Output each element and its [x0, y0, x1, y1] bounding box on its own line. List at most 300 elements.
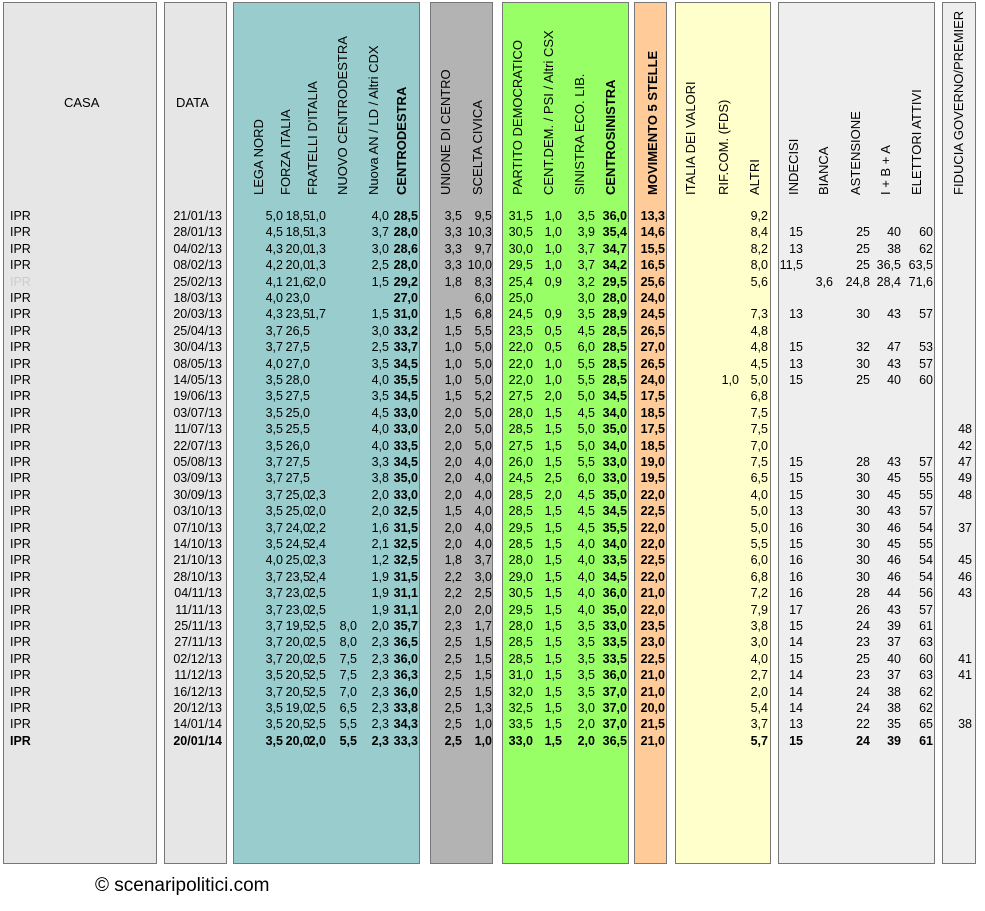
- table-cell: 23: [856, 635, 870, 650]
- table-cell: 20,0: [285, 635, 310, 650]
- table-cell: 43: [887, 602, 901, 617]
- table-cell: 3,5: [371, 356, 389, 371]
- table-cell: 28,6: [393, 241, 418, 256]
- table-cell: 28,5: [393, 209, 418, 223]
- table-cell: 6,0: [474, 291, 492, 305]
- table-cell: 5,5: [577, 373, 595, 387]
- table-cell: 1,8: [444, 553, 462, 568]
- table-cell: IPR: [10, 569, 31, 584]
- table-cell: 3,0: [474, 569, 492, 584]
- table-cell: 2,0: [444, 520, 462, 535]
- table-cell: 25,0: [285, 553, 310, 568]
- table-cell: 14: [789, 635, 803, 650]
- table-cell: 37,0: [602, 717, 627, 732]
- table-cell: 1,0: [444, 340, 462, 355]
- table-cell: 27,0: [285, 356, 310, 371]
- table-cell: 36,5: [602, 733, 627, 748]
- table-cell: 14/05/13: [173, 373, 222, 387]
- table-cell: 60: [919, 373, 933, 387]
- table-cell: 28,5: [508, 504, 533, 519]
- table-cell: 24: [856, 733, 870, 748]
- table-cell: 57: [919, 504, 933, 519]
- table-cell: 57: [919, 307, 933, 322]
- table-cell: 43: [887, 307, 901, 322]
- table-cell: 1,5: [544, 602, 562, 617]
- table-cell: 42: [958, 438, 972, 453]
- table-cell: 2,5: [444, 717, 462, 732]
- table-cell: 1,5: [474, 635, 492, 650]
- table-cell: 15: [789, 340, 803, 355]
- table-cell: 27,5: [508, 389, 533, 404]
- table-cell: 18,5: [285, 225, 310, 240]
- table-cell: 35,0: [393, 471, 418, 486]
- table-cell: 2,5: [308, 619, 326, 633]
- table-cell: 37,0: [602, 684, 627, 699]
- table-cell: IPR: [10, 553, 31, 568]
- table-cell: 21/10/13: [173, 553, 222, 568]
- table-cell: 18,5: [640, 405, 665, 420]
- column-header-label: CENTROSINISTRA: [603, 79, 618, 195]
- table-cell: 25,0: [285, 487, 310, 502]
- table-cell: 24,8: [845, 274, 870, 289]
- table-cell: 03/10/13: [173, 504, 222, 519]
- table-cell: IPR: [10, 668, 31, 683]
- table-cell: 20,0: [640, 701, 665, 715]
- table-cell: 3,7: [577, 258, 595, 273]
- table-cell: 28: [856, 586, 870, 601]
- column-header-label: Nuova AN / LD / Altri CDX: [366, 45, 381, 195]
- table-cell: 30: [856, 537, 870, 551]
- table-cell: 5,2: [474, 389, 492, 404]
- table-cell: 28,5: [602, 356, 627, 371]
- table-cell: 6,0: [577, 471, 595, 486]
- table-cell: 04/02/13: [173, 241, 222, 256]
- table-cell: 24,5: [508, 471, 533, 486]
- table-cell: 3,0: [371, 241, 389, 256]
- table-cell: 35,4: [602, 225, 627, 240]
- table-cell: 24,5: [640, 307, 665, 322]
- table-cell: 5,7: [750, 733, 768, 748]
- table-cell: 23,0: [285, 291, 310, 305]
- table-cell: 03/07/13: [173, 405, 222, 420]
- table-cell: 7,5: [339, 651, 357, 666]
- table-cell: 34,3: [393, 717, 418, 732]
- table-cell: 2,0: [371, 619, 389, 633]
- table-cell: 3,7: [577, 241, 595, 256]
- table-cell: 1,5: [371, 307, 389, 322]
- table-cell: 53: [919, 340, 933, 355]
- table-cell: 26,5: [640, 323, 665, 338]
- table-cell: 30: [856, 553, 870, 568]
- table-cell: 07/10/13: [173, 520, 222, 535]
- table-cell: 13: [789, 241, 803, 256]
- table-cell: 3,3: [444, 241, 462, 256]
- table-cell: 14: [789, 668, 803, 683]
- table-cell: 2,0: [444, 422, 462, 437]
- table-cell: 15: [789, 471, 803, 486]
- table-cell: IPR: [10, 291, 31, 305]
- table-cell: 1,5: [544, 733, 562, 748]
- table-cell: 33,0: [602, 619, 627, 633]
- table-cell: 5,5: [577, 356, 595, 371]
- table-cell: 15: [789, 537, 803, 551]
- table-cell: 36,3: [393, 668, 418, 683]
- table-cell: 29,5: [508, 602, 533, 617]
- table-cell: 21/01/13: [173, 209, 222, 223]
- table-cell: 25,4: [508, 274, 533, 289]
- table-cell: 46: [958, 569, 972, 584]
- table-cell: 15,5: [640, 241, 665, 256]
- table-cell: 0,5: [544, 340, 562, 355]
- table-cell: 4,5: [577, 405, 595, 420]
- table-cell: 34,5: [393, 356, 418, 371]
- table-cell: 1,0: [544, 241, 562, 256]
- table-cell: 29,5: [508, 258, 533, 273]
- table-cell: 2,5: [444, 701, 462, 715]
- table-cell: 19,0: [640, 455, 665, 469]
- table-cell: 19/06/13: [173, 389, 222, 404]
- table-cell: 30,0: [508, 241, 533, 256]
- table-cell: 25/11/13: [174, 619, 222, 633]
- table-cell: 16: [789, 569, 803, 584]
- table-cell: 49: [958, 471, 972, 486]
- column-header-label: ASTENSIONE: [848, 111, 863, 195]
- table-cell: 20/12/13: [173, 701, 222, 715]
- table-cell: 2,0: [308, 733, 326, 748]
- table-cell: 23: [856, 668, 870, 683]
- table-cell: 2,5: [474, 586, 492, 601]
- table-cell: 20,0: [285, 241, 310, 256]
- table-cell: 6,0: [577, 340, 595, 355]
- table-cell: 1,3: [308, 241, 326, 256]
- table-cell: IPR: [10, 274, 31, 289]
- table-cell: 3,9: [577, 225, 595, 240]
- table-cell: 1,5: [544, 684, 562, 699]
- table-cell: 4,0: [577, 553, 595, 568]
- table-cell: 33,0: [393, 487, 418, 502]
- table-cell: 61: [919, 733, 933, 748]
- table-cell: IPR: [10, 717, 31, 732]
- table-cell: 4,0: [474, 504, 492, 519]
- table-cell: 23,5: [508, 323, 533, 338]
- table-cell: 2,0: [444, 487, 462, 502]
- table-cell: 30: [856, 504, 870, 519]
- table-cell: 2,3: [371, 733, 389, 748]
- table-cell: 1,5: [371, 274, 389, 289]
- table-cell: 2,0: [308, 274, 326, 289]
- table-cell: 22,5: [640, 504, 665, 519]
- table-cell: 33,3: [393, 733, 418, 748]
- table-cell: 1,5: [544, 553, 562, 568]
- table-cell: 30,5: [508, 586, 533, 601]
- table-cell: 63: [919, 668, 933, 683]
- table-cell: 33,0: [393, 405, 418, 420]
- table-cell: 48: [958, 422, 972, 437]
- table-cell: 32,0: [508, 684, 533, 699]
- table-cell: 1,0: [474, 717, 492, 732]
- table-cell: 18,5: [285, 209, 310, 223]
- table-cell: 28,0: [393, 225, 418, 240]
- table-cell: 40: [887, 651, 901, 666]
- table-cell: 1,0: [544, 373, 562, 387]
- table-cell: 2,0: [444, 438, 462, 453]
- table-cell: 3,7: [265, 471, 283, 486]
- table-cell: 46: [887, 553, 901, 568]
- table-cell: 31,5: [508, 209, 533, 223]
- table-cell: 28,0: [393, 258, 418, 273]
- table-cell: 43: [887, 504, 901, 519]
- table-cell: 28,5: [602, 323, 627, 338]
- table-cell: 20/03/13: [173, 307, 222, 322]
- table-cell: 34,0: [602, 438, 627, 453]
- table-cell: 4,5: [577, 520, 595, 535]
- table-cell: 22,0: [640, 537, 665, 551]
- table-cell: 63: [919, 635, 933, 650]
- table-cell: 1,0: [544, 356, 562, 371]
- table-cell: 28,9: [602, 307, 627, 322]
- table-cell: 30: [856, 520, 870, 535]
- table-cell: 29,5: [602, 274, 627, 289]
- table-cell: 05/08/13: [173, 455, 222, 469]
- table-cell: 20,0: [285, 733, 310, 748]
- table-cell: 34,5: [602, 389, 627, 404]
- table-cell: 34,2: [602, 258, 627, 273]
- column-header-label: UNIONE DI CENTRO: [438, 69, 453, 195]
- table-cell: 21,6: [285, 274, 310, 289]
- table-cell: 33,0: [602, 455, 627, 469]
- table-cell: 0,9: [544, 274, 562, 289]
- table-cell: 3,5: [265, 389, 283, 404]
- table-cell: 43: [958, 586, 972, 601]
- table-cell: 19,5: [285, 619, 310, 633]
- table-cell: IPR: [10, 537, 31, 551]
- table-cell: 28,5: [508, 651, 533, 666]
- table-cell: 33,8: [393, 701, 418, 715]
- table-cell: 5,0: [750, 520, 768, 535]
- table-cell: 15: [789, 455, 803, 469]
- table-cell: 4,3: [265, 241, 283, 256]
- table-cell: 4,0: [265, 291, 283, 305]
- table-cell: 15: [789, 225, 803, 240]
- table-cell: 4,0: [371, 438, 389, 453]
- table-cell: 2,5: [308, 701, 326, 715]
- table-cell: 4,5: [577, 323, 595, 338]
- table-cell: 21,0: [640, 668, 665, 683]
- table-cell: 2,4: [308, 569, 326, 584]
- table-cell: 3,5: [577, 209, 595, 223]
- table-cell: 7,9: [750, 602, 768, 617]
- table-cell: 26,0: [285, 438, 310, 453]
- table-cell: 5,0: [577, 438, 595, 453]
- table-cell: 27,5: [508, 438, 533, 453]
- table-cell: 60: [919, 651, 933, 666]
- table-cell: 3,5: [577, 307, 595, 322]
- table-cell: 1,2: [371, 553, 389, 568]
- table-cell: 25: [856, 651, 870, 666]
- table-cell: 1,5: [544, 438, 562, 453]
- table-cell: 3,7: [265, 569, 283, 584]
- table-cell: 4,5: [577, 487, 595, 502]
- table-cell: 2,0: [444, 537, 462, 551]
- table-cell: 4,0: [750, 651, 768, 666]
- table-cell: 22,0: [508, 356, 533, 371]
- table-cell: 54: [919, 520, 933, 535]
- table-cell: 1,9: [371, 602, 389, 617]
- table-cell: 3,7: [265, 586, 283, 601]
- table-cell: 1,5: [544, 701, 562, 715]
- table-cell: 41: [958, 651, 972, 666]
- table-cell: 28,4: [876, 274, 901, 289]
- table-cell: 0,9: [544, 307, 562, 322]
- table-cell: 14,6: [640, 225, 665, 240]
- table-cell: 10,0: [467, 258, 492, 273]
- table-cell: 21,0: [640, 733, 665, 748]
- table-cell: 2,0: [444, 455, 462, 469]
- table-cell: 32: [856, 340, 870, 355]
- table-cell: 38: [887, 684, 901, 699]
- table-cell: 4,5: [577, 504, 595, 519]
- table-cell: 5,0: [474, 438, 492, 453]
- table-cell: 40: [887, 373, 901, 387]
- table-cell: 63,5: [908, 258, 933, 273]
- table-cell: 4,0: [474, 537, 492, 551]
- table-cell: 1,3: [308, 225, 326, 240]
- table-cell: 20,0: [285, 651, 310, 666]
- table-cell: 8,2: [750, 241, 768, 256]
- table-cell: 4,0: [371, 209, 389, 223]
- table-cell: 55: [919, 487, 933, 502]
- table-cell: 3,7: [371, 225, 389, 240]
- table-cell: 5,0: [265, 209, 283, 223]
- table-cell: 15: [789, 733, 803, 748]
- table-cell: 20,5: [285, 717, 310, 732]
- table-cell: 04/11/13: [174, 586, 222, 601]
- table-cell: 2,3: [371, 668, 389, 683]
- table-cell: 34,5: [393, 389, 418, 404]
- table-cell: 30: [856, 487, 870, 502]
- table-cell: 25: [856, 241, 870, 256]
- table-cell: 1,0: [308, 209, 326, 223]
- table-cell: 45: [887, 537, 901, 551]
- table-cell: 3,7: [265, 520, 283, 535]
- table-cell: 26: [856, 602, 870, 617]
- table-cell: 3,0: [371, 323, 389, 338]
- table-cell: 38: [958, 717, 972, 732]
- table-cell: 5,0: [577, 422, 595, 437]
- table-cell: 36,0: [393, 651, 418, 666]
- table-cell: 2,3: [308, 553, 326, 568]
- table-cell: 33,5: [602, 651, 627, 666]
- table-cell: IPR: [10, 520, 31, 535]
- table-cell: 25: [856, 225, 870, 240]
- table-cell: 45: [958, 553, 972, 568]
- table-cell: 3,3: [444, 225, 462, 240]
- table-cell: 6,8: [750, 569, 768, 584]
- table-cell: 3,5: [265, 537, 283, 551]
- table-cell: 54: [919, 569, 933, 584]
- table-cell: 7,5: [750, 455, 768, 469]
- table-cell: 22,0: [508, 373, 533, 387]
- table-cell: 3,7: [474, 553, 492, 568]
- table-cell: 2,0: [444, 471, 462, 486]
- table-cell: 3,7: [265, 619, 283, 633]
- column-header-label: BIANCA: [816, 146, 831, 195]
- column-header-label: FORZA ITALIA: [278, 109, 293, 195]
- table-cell: 34,5: [602, 504, 627, 519]
- table-cell: 5,0: [474, 340, 492, 355]
- table-cell: 2,0: [750, 684, 768, 699]
- table-cell: 25: [856, 373, 870, 387]
- table-cell: 7,5: [750, 422, 768, 437]
- table-cell: 1,0: [544, 209, 562, 223]
- column-header-label: CENTRODESTRA: [394, 86, 409, 195]
- header-data: DATA: [176, 95, 209, 110]
- table-cell: 24: [856, 701, 870, 715]
- table-cell: 39: [887, 733, 901, 748]
- table-cell: 24,0: [285, 520, 310, 535]
- table-cell: 4,0: [577, 537, 595, 551]
- table-cell: 7,5: [750, 405, 768, 420]
- table-cell: 3,7: [265, 602, 283, 617]
- table-cell: IPR: [10, 389, 31, 404]
- table-cell: 3,7: [750, 717, 768, 732]
- table-cell: 2,5: [308, 668, 326, 683]
- table-cell: 17,5: [640, 389, 665, 404]
- table-cell: 32,5: [393, 537, 418, 551]
- table-cell: 32,5: [393, 553, 418, 568]
- table-cell: 3,5: [265, 701, 283, 715]
- table-cell: 33,5: [508, 717, 533, 732]
- table-cell: 31,1: [393, 586, 418, 601]
- table-cell: 4,1: [265, 274, 283, 289]
- table-cell: 25,0: [285, 504, 310, 519]
- table-cell: 47: [887, 340, 901, 355]
- table-cell: 3,7: [265, 323, 283, 338]
- table-cell: 27/11/13: [174, 635, 222, 650]
- table-cell: 33,0: [602, 471, 627, 486]
- table-cell: 31,0: [508, 668, 533, 683]
- table-cell: 65: [919, 717, 933, 732]
- table-cell: IPR: [10, 733, 31, 748]
- table-cell: 21,0: [640, 586, 665, 601]
- table-cell: IPR: [10, 373, 31, 387]
- table-cell: 5,0: [750, 373, 768, 387]
- table-cell: 33,5: [602, 635, 627, 650]
- table-cell: 1,0: [544, 258, 562, 273]
- table-cell: 2,5: [308, 635, 326, 650]
- table-cell: 38: [887, 701, 901, 715]
- table-cell: 3,5: [265, 373, 283, 387]
- table-cell: 34,5: [602, 569, 627, 584]
- table-cell: IPR: [10, 340, 31, 355]
- table-cell: 22,0: [640, 487, 665, 502]
- table-cell: 16: [789, 520, 803, 535]
- table-cell: 1,5: [444, 504, 462, 519]
- table-cell: 32,5: [393, 504, 418, 519]
- table-cell: 13,3: [640, 209, 665, 223]
- column-header-label: RIF.COM. (FDS): [716, 99, 731, 195]
- table-cell: 48: [958, 487, 972, 502]
- table-cell: 30/09/13: [173, 487, 222, 502]
- table-cell: 5,5: [474, 323, 492, 338]
- table-cell: 5,5: [750, 537, 768, 551]
- table-cell: 3,2: [577, 274, 595, 289]
- table-cell: 13: [789, 356, 803, 371]
- table-cell: 2,3: [371, 651, 389, 666]
- table-cell: 7,2: [750, 586, 768, 601]
- table-cell: 33,5: [393, 438, 418, 453]
- table-cell: 13: [789, 717, 803, 732]
